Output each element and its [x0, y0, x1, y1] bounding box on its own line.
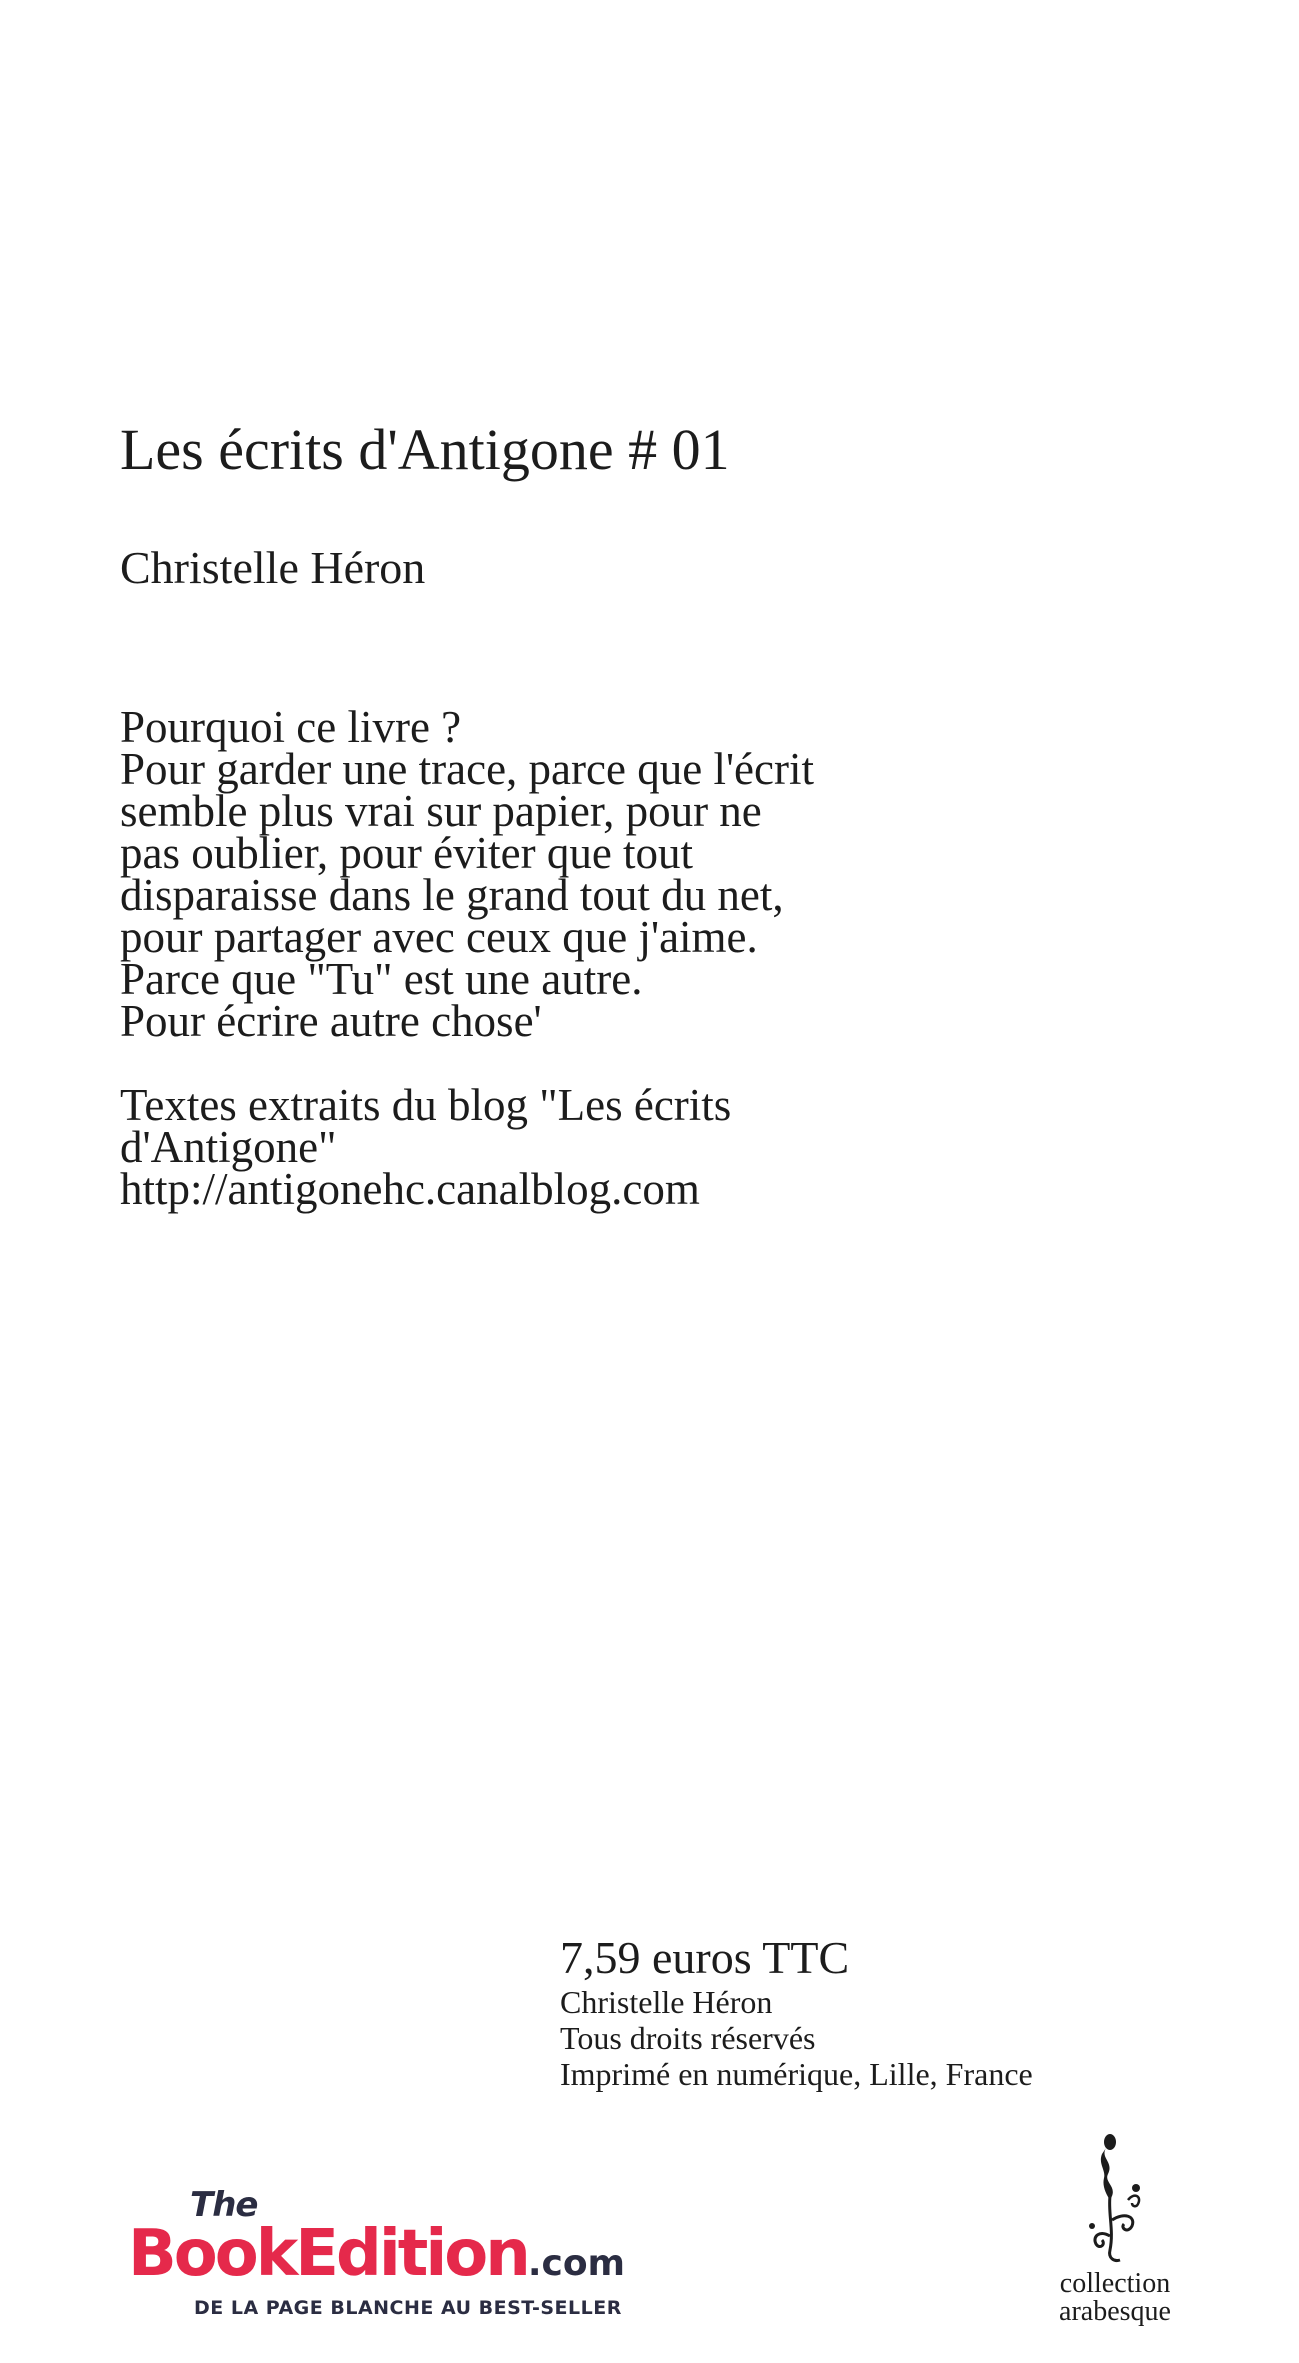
logo-domain: .com — [527, 2243, 626, 2284]
vine-figure-icon — [1070, 2130, 1160, 2270]
source-line: d'Antigone" — [120, 1122, 337, 1172]
blurb-line: Pourquoi ce livre ? — [120, 702, 462, 752]
blurb-line: pour partager avec ceux que j'aime. — [120, 912, 758, 962]
price: 7,59 euros TTC — [560, 1932, 850, 1983]
paragraph-gap — [120, 1042, 980, 1084]
blurb-line: Pour garder une trace, parce que l'écrit — [120, 744, 814, 794]
bookedition-logo — [128, 2185, 708, 2325]
blurb-line: Parce que "Tu" est une autre. — [120, 954, 643, 1004]
book-author: Christelle Héron — [120, 542, 426, 593]
arabesque-word: arabesque — [1059, 2296, 1171, 2327]
book-blurb — [120, 702, 980, 1214]
printed-notice: Imprimé en numérique, Lille, France — [560, 2056, 1033, 2092]
collection-word: collection — [1059, 2268, 1171, 2299]
blurb-line: pas oublier, pour éviter que tout — [120, 828, 694, 878]
collection-arabesque-logo — [1030, 2130, 1200, 2330]
logo-brand — [128, 2217, 625, 2291]
imprint-block — [560, 1932, 1033, 2092]
source-url: http://antigonehc.canalblog.com — [120, 1164, 700, 1214]
blurb-line: disparaisse dans le grand tout du net, — [120, 870, 784, 920]
book-title: Les écrits d'Antigone # 01 — [120, 417, 730, 482]
logo-tagline: DE LA PAGE BLANCHE AU BEST-SELLER — [194, 2297, 622, 2319]
imprint-author: Christelle Héron — [560, 1984, 773, 2020]
blurb-line: Pour écrire autre chose' — [120, 996, 542, 1046]
blurb-line: semble plus vrai sur papier, pour ne — [120, 786, 762, 836]
logo-the: The — [190, 2185, 258, 2225]
rights-notice: Tous droits réservés — [560, 2020, 816, 2056]
source-line: Textes extraits du blog "Les écrits — [120, 1080, 732, 1130]
logo-brand-name: BookEdition — [128, 2217, 528, 2291]
